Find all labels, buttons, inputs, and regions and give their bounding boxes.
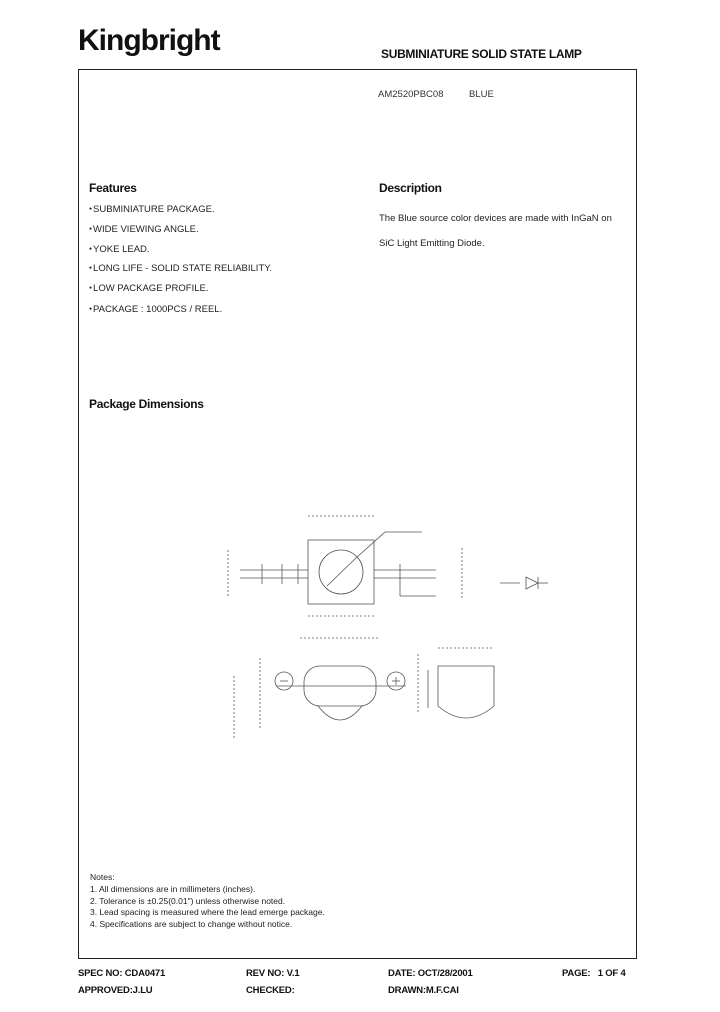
feature-item: ● PACKAGE : 1000PCS / REEL. (89, 303, 272, 323)
end-view-body (438, 666, 494, 718)
date: DATE: OCT/28/2001 (388, 968, 473, 979)
note-item: 4. Specifications are subject to change without notice. (90, 919, 293, 930)
drawn-by: DRAWN:M.F.CAI (388, 985, 459, 996)
description-heading: Description (379, 181, 442, 195)
note-item: 3. Lead spacing is measured where the lead emerge package. (90, 907, 325, 918)
revision-number: REV NO: V.1 (246, 968, 300, 979)
note-item: 2. Tolerance is ±0.25(0.01") unless otherwise noted. (90, 895, 286, 906)
features-heading: Features (89, 181, 137, 195)
features-list (89, 203, 272, 323)
package-dimensions-heading: Package Dimensions (89, 397, 204, 411)
spec-number: SPEC NO: CDA0471 (78, 968, 166, 979)
approved-by: APPROVED:J.LU (78, 985, 153, 996)
feature-item: ● LONG LIFE - SOLID STATE RELIABILITY. (89, 262, 272, 282)
feature-item: ● WIDE VIEWING ANGLE. (89, 223, 272, 243)
description-text (379, 206, 634, 256)
feature-item: ● LOW PACKAGE PROFILE. (89, 282, 272, 303)
part-number: AM2520PBC08 (378, 89, 444, 100)
package-dimensions-drawing (210, 498, 550, 748)
notes-section (90, 872, 325, 931)
kingbright-logo: Kingbright (78, 24, 220, 57)
description-line: The Blue source color devices are made with InGaN on (379, 213, 612, 224)
feature-item: ● SUBMINIATURE PACKAGE. (89, 203, 272, 223)
notes-heading: Notes: (90, 872, 115, 882)
feature-item: ● YOKE LEAD. (89, 243, 272, 263)
description-line: SiC Light Emitting Diode. (379, 238, 485, 249)
part-color: BLUE (469, 89, 494, 100)
page-number: PAGE: 1 OF 4 (562, 968, 626, 979)
document-title: SUBMINIATURE SOLID STATE LAMP (381, 47, 582, 61)
checked-by: CHECKED: (246, 985, 295, 996)
note-item: 1. All dimensions are in millimeters (inches). (90, 883, 256, 894)
notes-list (90, 884, 325, 931)
